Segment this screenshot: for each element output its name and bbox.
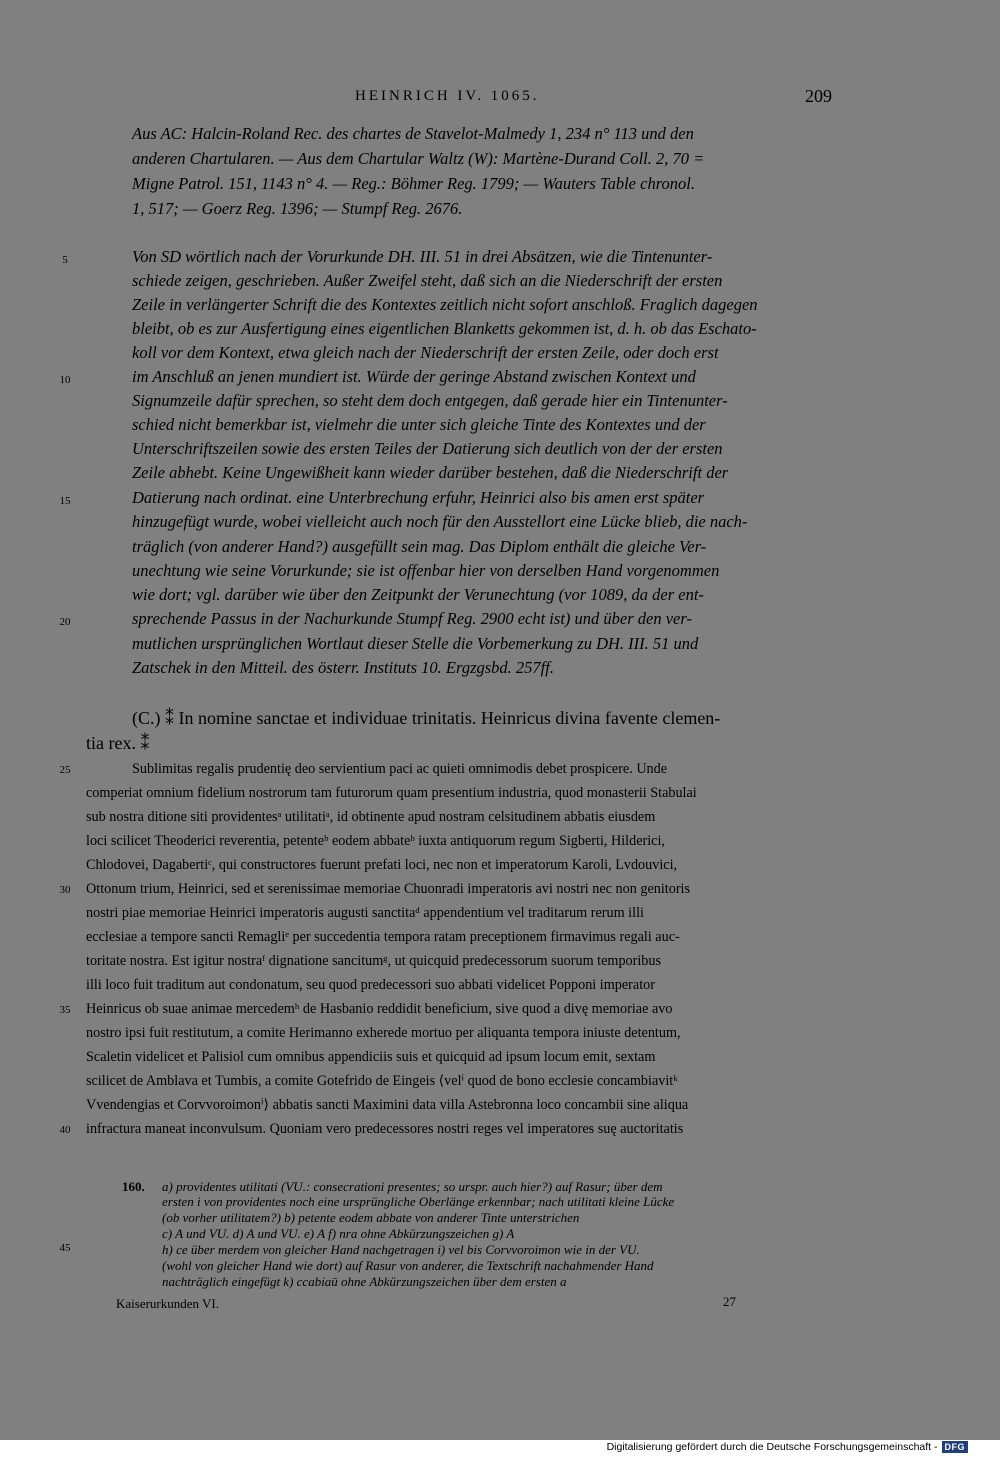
commentary-line: bleibt, ob es zur Ausfertigung eines eigentlichen Blanketts gekommen ist, d. h. ob das Eschato- — [132, 319, 757, 338]
footnote-line: nachträglich eingefügt k) ccabiaū ohne Abkürzungszeichen über dem ersten a — [162, 1274, 567, 1289]
footnote-line: (ob vorher utilitatem?) b) petente eodem abbate von anderer Tinte unterstrichen — [162, 1210, 580, 1225]
commentary-line: im Anschluß an jenen mundiert ist. Würde der geringe Abstand zwischen Kontext und — [132, 367, 696, 386]
commentary-line: träglich (von anderer Hand?) ausgefüllt sein mag. Das Diplom enthält die gleiche Ver- — [132, 537, 707, 556]
credit-text: Digitalisierung gefördert durch die Deutsche Forschungsgemeinschaft - — [606, 1441, 938, 1453]
footnote-line: a) providentes utilitati (VU.: consecrationi presentes; so urspr. auch hier?) auf Rasur; über dem — [162, 1179, 663, 1194]
intro-line: tia rex. ⁑ — [86, 733, 150, 753]
running-header-title: HEINRICH IV. 1065. — [355, 88, 540, 104]
body-line: nostro ipsi fuit restitutum, a comite Herimanno exherede mortuo per aliquanta tempora iniuste detentum, — [86, 1025, 681, 1041]
line-number: 15 — [59, 495, 71, 507]
commentary-line: Zeile in verlängerter Schrift die des Kontextes zeitlich nicht sofort anschloß. Fraglich dagegen — [132, 295, 758, 314]
body-line: comperiat omnium fidelium nostrorum tam futurorum quam presentium industria, quod monasterii Stabulai — [86, 785, 697, 801]
commentary-line: mutlichen ursprünglichen Wortlaut dieser Stelle die Vorbemerkung zu DH. III. 51 und — [132, 634, 699, 653]
line-number: 25 — [59, 764, 71, 776]
footnote-document-number: 160. — [122, 1179, 145, 1194]
footnote-line: c) A und VU. d) A und VU. e) A f) nra ohne Abkürzungszeichen g) A — [162, 1226, 515, 1241]
intro-line: (C.) ⁑ In nomine sanctae et individuae trinitatis. Heinricus divina favente clemen- — [132, 708, 721, 728]
dfg-logo: DFG — [942, 1441, 969, 1453]
commentary-line: hinzugefügt wurde, wobei vielleicht auch noch für den Ausstellort eine Lücke blieb, die nach- — [132, 512, 748, 531]
sources-line: 1, 517; — Goerz Reg. 1396; — Stumpf Reg. 2676. — [132, 199, 463, 218]
line-number: 5 — [62, 254, 68, 266]
body-line: illi loco fuit traditum aut condonatum, seu quod predecessori suo abbati videlicet Popponi imperator — [86, 977, 655, 993]
commentary-line: Zatschek in den Mitteil. des österr. Instituts 10. Ergzgsbd. 257ff. — [132, 658, 554, 677]
line-number: 10 — [59, 374, 71, 386]
commentary-line: schiede zeigen, geschrieben. Außer Zweifel steht, daß sich an die Niederschrift der ersten — [132, 271, 723, 290]
sources-line: Migne Patrol. 151, 1143 n° 4. — Reg.: Böhmer Reg. 1799; — Wauters Table chronol. — [132, 174, 695, 193]
body-line: infractura maneat inconvulsum. Quoniam vero predecessores nostri reges vel imperatores suę auctoritatis — [86, 1121, 684, 1137]
digitization-credit — [607, 1441, 968, 1453]
footer-signature-number: 27 — [723, 1294, 736, 1309]
commentary-line: Zeile abhebt. Keine Ungewißheit kann wieder darüber bestehen, daß die Niederschrift der — [132, 463, 729, 482]
body-line: Sublimitas regalis prudentię deo servientium paci ac quieti omnimodis debet prospicere. Unde — [132, 761, 668, 777]
body-line: Heinricus ob suae animae mercedemʰ de Hasbanio reddidit beneficium, sive quod a divę memoriae avo — [86, 1001, 673, 1017]
commentary-line: Unterschriftszeilen sowie des ersten Teiles der Datierung sich deutlich von der der ersten — [132, 439, 723, 458]
footnote-line: ersten i von providentes noch eine ursprüngliche Oberlänge erkennbar; nach utilitati kleine Lücke — [162, 1194, 675, 1209]
body-line: sub nostra ditione siti providentesᵃ utilitatiᵃ, id obtinente apud nostram celsitudinem abbatis eiusdem — [86, 809, 656, 825]
commentary-line: koll vor dem Kontext, etwa gleich nach der Niederschrift der ersten Zeile, oder doch erst — [132, 343, 719, 362]
line-number: 35 — [59, 1004, 71, 1016]
body-line: ecclesiae a tempore sancti Remagliᵉ per succedentia tempora ratam preceptionem firmavimus regali auc- — [86, 929, 680, 945]
footer-series-title: Kaiserurkunden VI. — [116, 1296, 220, 1311]
line-number: 30 — [59, 884, 71, 896]
commentary-line: wie dort; vgl. darüber wie über den Zeitpunkt der Verunechtung (vor 1089, da der ent- — [132, 585, 704, 604]
line-number: 40 — [59, 1124, 71, 1136]
body-line: Ottonum trium, Heinrici, sed et serenissimae memoriae Chuonradi imperatoris avi nostri nec non genitoris — [86, 881, 691, 897]
commentary-line: schied nicht bemerkbar ist, vielmehr die unter sich gleiche Tinte des Kontextes und der — [132, 415, 706, 434]
body-line: toritate nostra. Est igitur nostraᶠ dignatione sancitumᵍ, ut quicquid predecessorum suorum temporibus — [86, 953, 662, 969]
sources-line: Aus AC: Halcin-Roland Rec. des chartes de Stavelot-Malmedy 1, 234 n° 113 und den — [132, 124, 694, 143]
commentary-line: unechtung wie seine Vorurkunde; sie ist offenbar hier von derselben Hand vorgenommen — [132, 561, 720, 580]
body-line: Vvendengias et Corvvoroimonⁱ⟩ abbatis sancti Maximini data villa Astebronna loco concambii sine aliqua — [86, 1097, 689, 1113]
commentary-line: sprechende Passus in der Nachurkunde Stumpf Reg. 2900 echt ist) und über den ver- — [132, 609, 692, 628]
footnote-line: (wohl von gleicher Hand wie dort) auf Rasur von anderer, die Textschrift nachahmender Hand — [162, 1258, 654, 1273]
body-line: Scaletin videlicet et Palisiol cum omnibus appendiciis suis et quicquid ad ipsum locum emit, sextam — [86, 1049, 656, 1065]
commentary-line: Signumzeile dafür sprechen, so steht dem doch entgegen, daß gerade hier ein Tintenunter- — [132, 391, 728, 410]
commentary-line: Datierung nach ordinat. eine Unterbrechung erfuhr, Heinrici also bis amen erst später — [132, 488, 705, 507]
commentary-line: Von SD wörtlich nach der Vorurkunde DH. III. 51 in drei Absätzen, wie die Tintenunter- — [132, 247, 713, 266]
body-line: loci scilicet Theoderici reverentia, petenteᵇ eodem abbateᵇ iuxta antiquorum regum Sigberti, Hilderici, — [86, 833, 665, 849]
body-line: Chlodovei, Dagabertiᶜ, qui constructores fuerunt prefati loci, nec non et imperatorum Karoli, Lvdouvici, — [86, 857, 678, 873]
line-number: 20 — [59, 616, 71, 628]
footnote-line: h) ce über merdem von gleicher Hand nachgetragen i) vel bis Corvvoroimon wie in der VU. — [162, 1242, 640, 1257]
sources-line: anderen Chartularen. — Aus dem Chartular Waltz (W): Martène-Durand Coll. 2, 70 = — [132, 149, 705, 168]
body-line: scilicet de Amblava et Tumbis, a comite Gotefrido de Eingeis ⟨velⁱ quod de bono ecclesie concambiavitᵏ — [86, 1073, 678, 1089]
body-line: nostri piae memoriae Heinrici imperatoris augusti sanctitaᵈ appendentium vel traditarum rerum illi — [86, 905, 644, 921]
page-number: 209 — [805, 86, 832, 106]
line-number: 45 — [59, 1242, 71, 1254]
